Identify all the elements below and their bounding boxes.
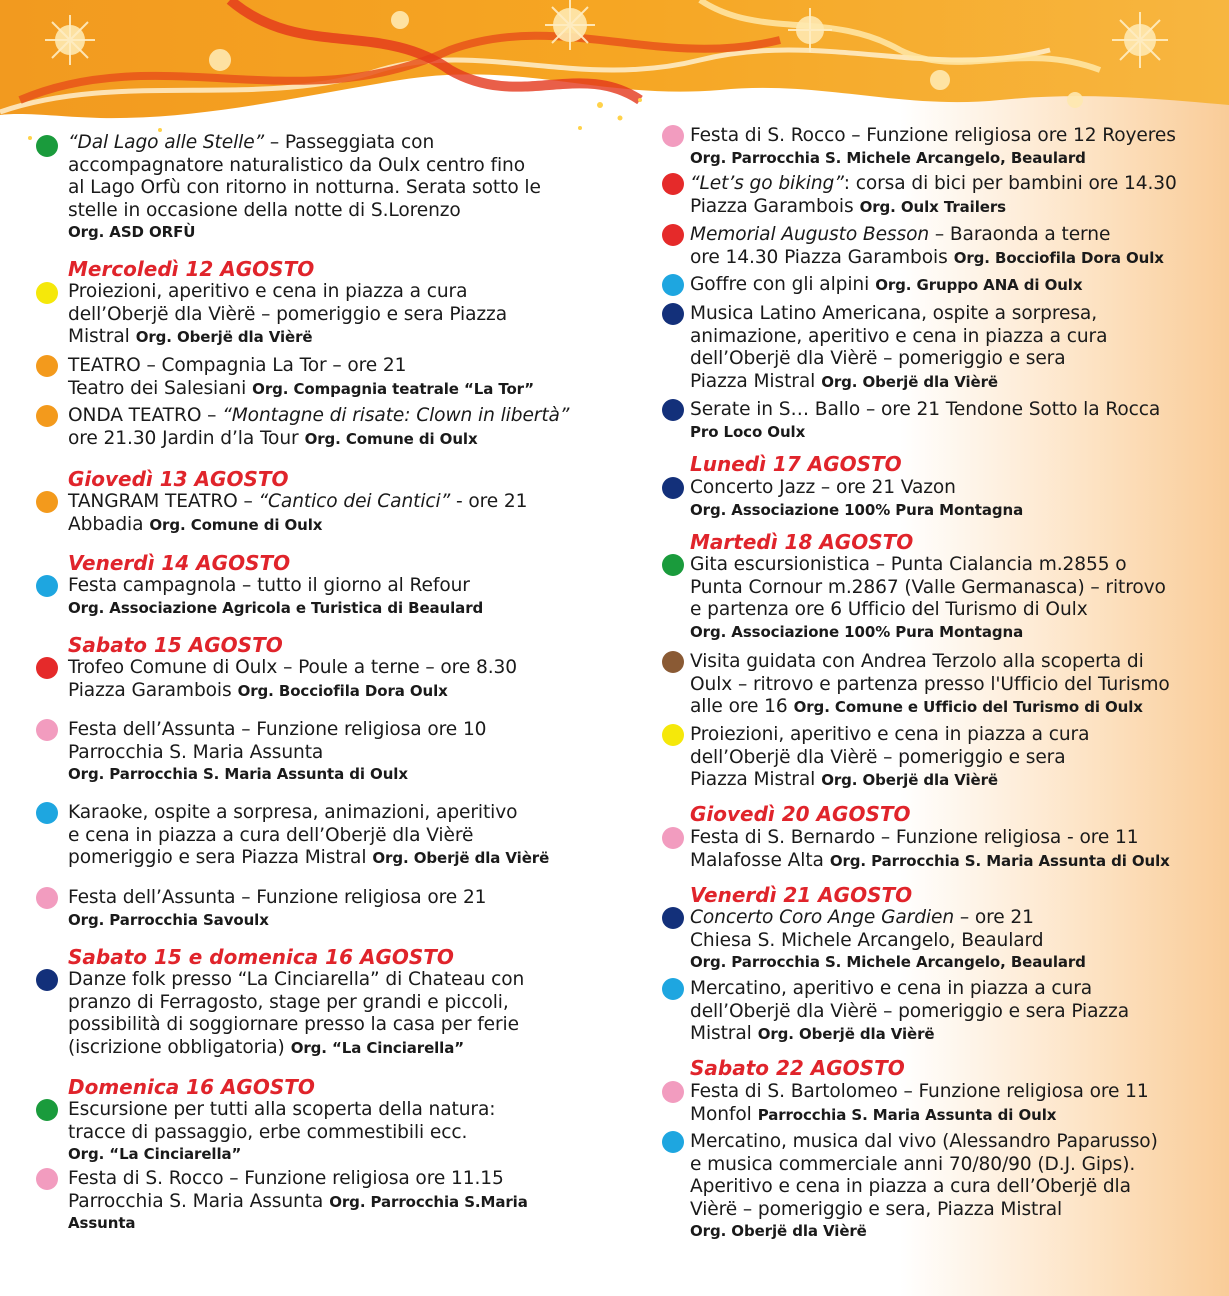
orange-category-dot: [36, 355, 58, 377]
date-heading: Venerdì 21 AGOSTO: [690, 883, 913, 907]
date-heading: Mercoledì 12 AGOSTO: [68, 257, 315, 281]
pink-category-dot: [662, 1081, 684, 1103]
organizer: Org. Oberjë dla Vièrë: [135, 328, 313, 347]
date-heading: Giovedì 13 AGOSTO: [68, 467, 289, 491]
organizer: Parrocchia S. Maria Assunta di Oulx: [757, 1105, 1057, 1124]
date-heading: Venerdì 14 AGOSTO: [68, 551, 291, 575]
organizer: Org. Comune di Oulx: [304, 429, 478, 448]
lightblue-category-dot: [662, 274, 684, 296]
navy-category-dot: [662, 303, 684, 325]
green-category-dot: [36, 135, 58, 157]
organizer: Org. ASD ORFÙ: [68, 223, 196, 242]
organizer: Org. Oberjë dla Vièrë: [757, 1025, 935, 1044]
pink-category-dot: [662, 125, 684, 147]
navy-category-dot: [662, 477, 684, 499]
navy-category-dot: [36, 969, 58, 991]
lightblue-category-dot: [36, 575, 58, 597]
organizer: Org. Oulx Trailers: [859, 197, 1006, 216]
organizer: Org. Parrocchia S. Maria Assunta di Oulx: [68, 765, 408, 784]
date-heading: Domenica 16 AGOSTO: [68, 1075, 315, 1099]
organizer: Org. Parrocchia S.Maria: [329, 1192, 528, 1211]
organizer: Org. Parrocchia S. Michele Arcangelo, Beaulard: [690, 148, 1086, 167]
organizer: Org. Parrocchia S. Michele Arcangelo, Beaulard: [690, 953, 1086, 972]
orange-category-dot: [36, 491, 58, 513]
date-heading: Sabato 15 AGOSTO: [68, 633, 283, 657]
navy-category-dot: [662, 399, 684, 421]
orange-category-dot: [36, 405, 58, 427]
red-category-dot: [662, 173, 684, 195]
yellow-category-dot: [662, 724, 684, 746]
organizer: Org. Associazione Agricola e Turistica di Beaulard: [68, 598, 484, 617]
organizer: Org. Associazione 100% Pura Montagna: [690, 622, 1024, 641]
organizer: Org. Associazione 100% Pura Montagna: [690, 500, 1024, 519]
navy-category-dot: [662, 907, 684, 929]
pink-category-dot: [662, 827, 684, 849]
pink-category-dot: [36, 719, 58, 741]
organizer: Org. Oberjë dla Vièrë: [821, 771, 998, 790]
organizer: Org. Gruppo ANA di Oulx: [875, 276, 1083, 294]
lightblue-category-dot: [36, 802, 58, 824]
event-title: “Dal Lago alle Stelle”: [68, 132, 265, 153]
lightblue-category-dot: [662, 1131, 684, 1153]
organizer: Org. Oberjë dla Vièrë: [372, 849, 550, 868]
red-category-dot: [662, 224, 684, 246]
date-heading: Giovedì 20 AGOSTO: [690, 802, 911, 826]
organizer: Org. Oberjë dla Vièrë: [690, 1222, 867, 1241]
yellow-category-dot: [36, 282, 58, 304]
date-heading: Martedì 18 AGOSTO: [690, 530, 914, 554]
organizer: Org. Comune di Oulx: [149, 515, 323, 534]
organizer: Org. Bocciofila Dora Oulx: [237, 681, 448, 700]
date-heading: Sabato 22 AGOSTO: [690, 1056, 905, 1080]
organizer: Org. Comune e Ufficio del Turismo di Oulx: [793, 698, 1143, 717]
pink-category-dot: [36, 1168, 58, 1190]
organizer: Org. Compagnia teatrale “La Tor”: [252, 379, 535, 398]
pink-category-dot: [36, 887, 58, 909]
organizer: Org. Parrocchia S. Maria Assunta di Oulx: [829, 851, 1170, 870]
organizer: Org. “La Cinciarella”: [68, 1145, 242, 1164]
organizer: Org. Oberjë dla Vièrë: [821, 372, 998, 391]
organizer: Pro Loco Oulx: [690, 422, 806, 441]
organizer: Org. Bocciofila Dora Oulx: [953, 248, 1164, 267]
green-category-dot: [662, 554, 684, 576]
date-heading: Lunedì 17 AGOSTO: [690, 452, 902, 476]
organizer: Org. Parrocchia Savoulx: [68, 910, 269, 929]
brown-category-dot: [662, 651, 684, 673]
green-category-dot: [36, 1099, 58, 1121]
organizer: Org. “La Cinciarella”: [290, 1038, 465, 1057]
date-heading: Sabato 15 e domenica 16 AGOSTO: [68, 945, 454, 969]
lightblue-category-dot: [662, 978, 684, 1000]
red-category-dot: [36, 657, 58, 679]
